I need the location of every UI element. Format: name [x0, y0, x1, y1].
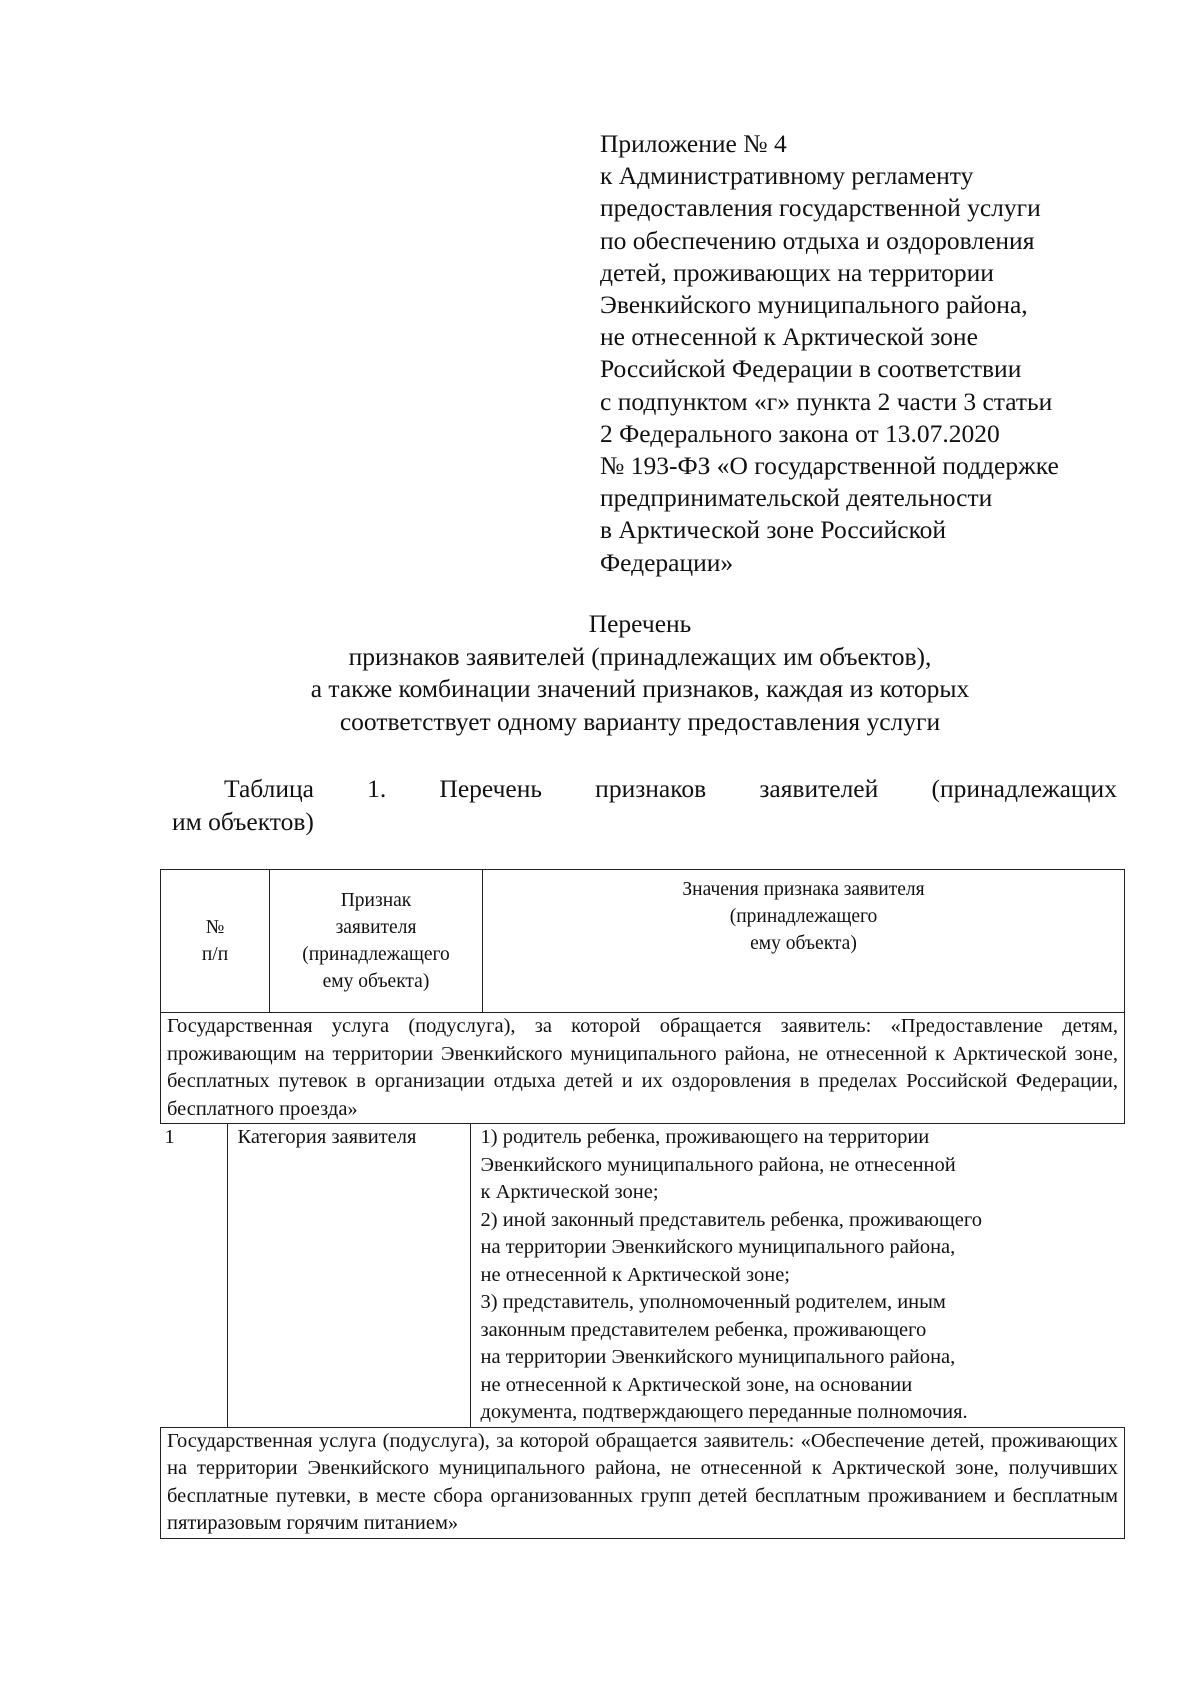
value-line: не отнесенной к Арктической зоне, на основании	[480, 1373, 913, 1396]
value-line: на территории Эвенкийского муниципального района,	[480, 1346, 956, 1368]
applicant-attributes-table	[160, 869, 1125, 1539]
caption-word: 1.	[367, 774, 387, 803]
caption-word: Перечень	[439, 774, 542, 803]
table-header-row	[161, 870, 1125, 1013]
appendix-line: 2 Федерального закона от 13.07.2020	[600, 418, 1000, 448]
caption-word: Таблица	[224, 774, 314, 803]
row-number: 1	[161, 1124, 228, 1427]
table-caption	[172, 772, 1117, 838]
caption-line: им объектов)	[172, 807, 314, 836]
value-line: Эвенкийского муниципального района, не отнесенной	[480, 1153, 956, 1176]
value-line: документа, подтверждающего переданные полномочия.	[480, 1401, 968, 1423]
appendix-line: предпринимательской деятельности	[600, 483, 993, 513]
value-line: к Арктической зоне;	[480, 1181, 659, 1203]
caption-word: признаков	[595, 774, 707, 803]
header-text: (принадлежащего	[729, 906, 878, 927]
header-text: Признак	[340, 890, 412, 911]
appendix-line: предоставления государственной услуги	[600, 193, 1041, 223]
service-description: Государственная услуга (подуслуга), за которой обращается заявитель: «Предоставление детям, проживающим на территории Эвенкийского муниципального района, не отнесенной к Арктической зоне, бесплатных путевок в организации отдыха детей и их оздоровления в пределах Российской Федерации, бесплатного проезда»	[161, 1013, 1125, 1124]
title-line: соответствует одному варианту предоставления услуги	[339, 706, 941, 736]
appendix-line: по обеспечению отдыха и оздоровления	[600, 225, 1035, 255]
service-row	[161, 1013, 1125, 1124]
appendix-line: к Административному регламенту	[600, 161, 974, 191]
service-description: Государственная услуга (подуслуга), за которой обращается заявитель: «Обеспечение детей, проживающих на территории Эвенкийского муниципального района, не отнесенной к Арктической зоне, получивших бесплатные путевки, в месте сбора организованных групп детей бесплатным проживанием и бесплатным пятиразовым горячим питанием»	[161, 1427, 1125, 1538]
header-num	[161, 870, 270, 1013]
row-values	[470, 1124, 1125, 1427]
appendix-line: с подпунктом «г» пункта 2 части 3 статьи	[600, 386, 1053, 416]
appendix-line: не отнесенной к Арктической зоне	[600, 322, 978, 352]
value-line: 3) представитель, уполномоченный родителем, иным	[480, 1291, 946, 1313]
value-line: на территории Эвенкийского муниципального района,	[480, 1236, 956, 1258]
header-text: ему объекта)	[750, 933, 857, 954]
value-line: не отнесенной к Арктической зоне;	[480, 1263, 790, 1286]
caption-word: заявителей	[759, 774, 879, 803]
value-line: 1) родитель ребенка, проживающего на территории	[480, 1126, 930, 1148]
appendix-line: № 193-ФЗ «О государственной поддержке	[600, 451, 1059, 481]
row-attribute: Категория заявителя	[227, 1124, 470, 1427]
appendix-header	[600, 128, 1059, 579]
header-attribute	[270, 870, 483, 1013]
title-line: а также комбинации значений признаков, каждая из которых	[310, 674, 970, 703]
title-line: Перечень	[588, 609, 692, 638]
caption-word: (принадлежащих	[931, 774, 1117, 803]
header-text: п/п	[201, 944, 229, 965]
header-text: ему объекта)	[322, 971, 430, 992]
appendix-line: Приложение № 4	[600, 129, 787, 158]
table-row	[161, 1124, 1125, 1428]
appendix-line: Эвенкийского муниципального района,	[600, 290, 1028, 320]
value-line: 2) иной законный представитель ребенка, проживающего	[480, 1208, 982, 1231]
title-line: признаков заявителей (принадлежащих им объектов),	[348, 641, 932, 671]
header-text: заявителя	[335, 917, 417, 938]
appendix-line: Федерации»	[600, 547, 734, 577]
appendix-line: детей, проживающих на территории	[600, 257, 994, 287]
appendix-line: в Арктической зоне Российской	[600, 515, 947, 545]
appendix-line: Российской Федерации в соответствии	[600, 354, 1022, 384]
header-text: №	[205, 917, 225, 938]
service-row	[161, 1427, 1125, 1538]
header-text: (принадлежащего	[302, 944, 450, 965]
header-values	[483, 870, 1125, 1013]
document-title	[160, 608, 1120, 738]
header-text: Значения признака заявителя	[682, 879, 925, 900]
value-line: законным представителем ребенка, проживающего	[480, 1318, 927, 1341]
